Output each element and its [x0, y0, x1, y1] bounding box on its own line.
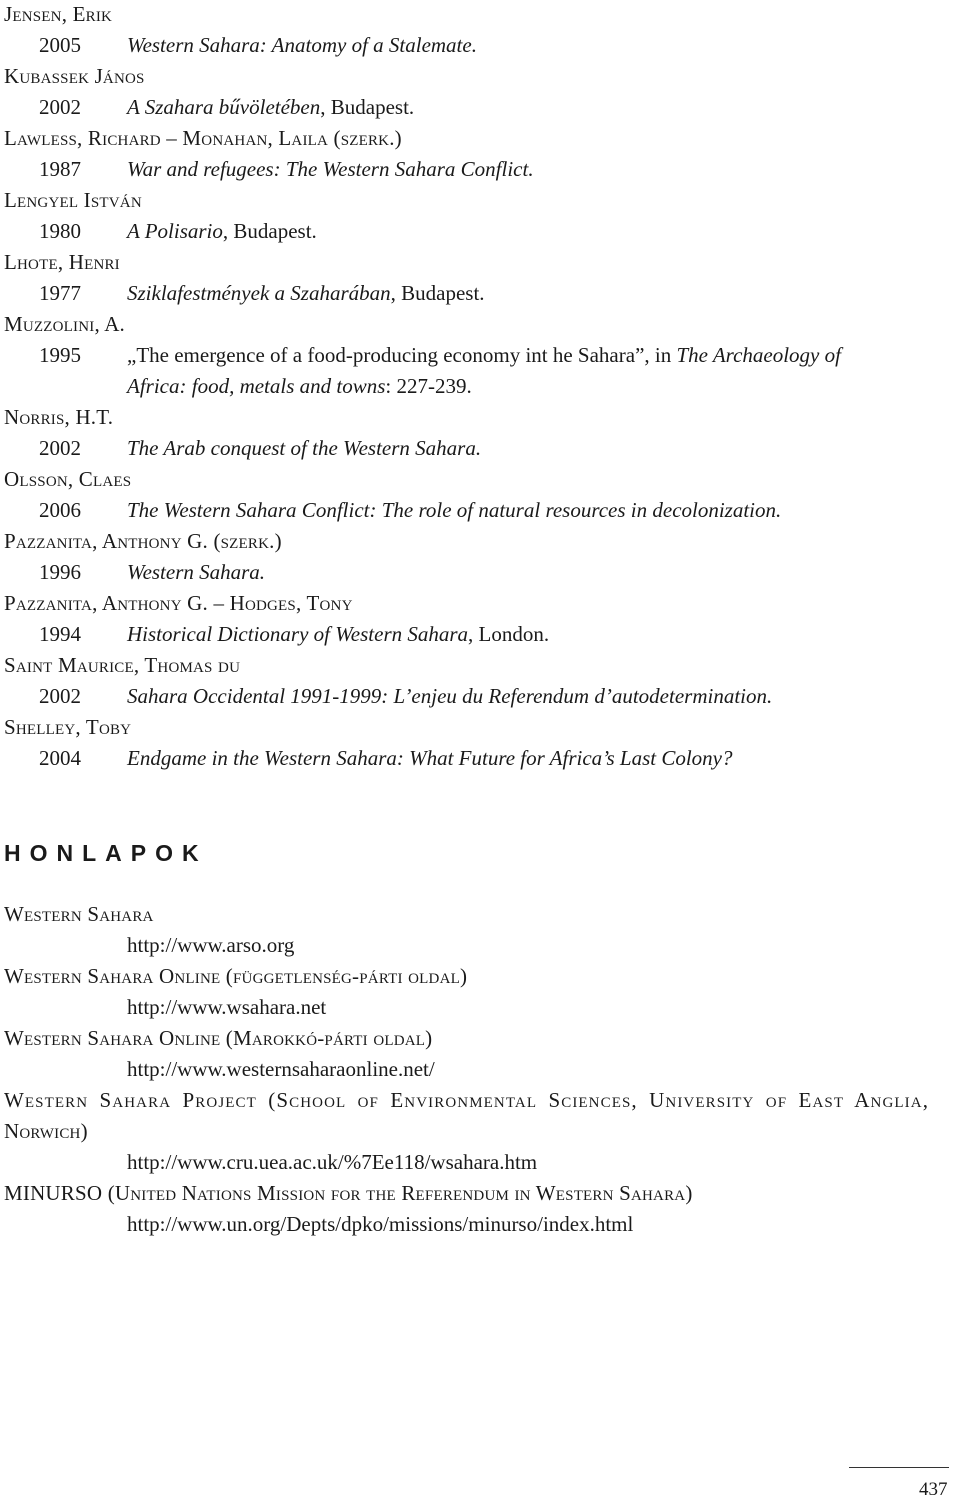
website-url[interactable]: http://www.arso.org — [127, 933, 295, 957]
ref-author: Pazzanita, Anthony G. (szerk.) — [4, 529, 282, 553]
footer-rule — [849, 1467, 949, 1468]
ref-year: 1980 — [39, 219, 81, 243]
ref-author: Lawless, Richard – Monahan, Laila (szerk.) — [4, 126, 402, 150]
ref-author: Lhote, Henri — [4, 250, 120, 274]
ref-title: The Arab conquest of the Western Sahara. — [127, 436, 482, 460]
ref-year: 2004 — [39, 746, 81, 770]
ref-author: Pazzanita, Anthony G. – Hodges, Tony — [4, 591, 353, 615]
ref-year: 1987 — [39, 157, 81, 181]
ref-title: Endgame in the Western Sahara: What Future for Africa’s Last Colony? — [127, 746, 733, 770]
ref-year: 1995 — [39, 343, 81, 367]
website-name: Western Sahara Online (függetlenség-párti oldal) — [4, 964, 468, 988]
ref-title: A Szahara bűvöletében, Budapest. — [127, 95, 415, 119]
ref-title: The Western Sahara Conflict: The role of natural resources in decolonization. — [127, 498, 782, 522]
ref-author: Kubassek János — [4, 64, 145, 88]
website-name: MINURSO (United Nations Mission for the Referendum in Western Sahara) — [4, 1181, 693, 1205]
page-number: 437 — [919, 1479, 948, 1500]
ref-year: 2002 — [39, 684, 81, 708]
ref-title: Western Sahara. — [127, 560, 266, 584]
ref-title: „The emergence of a food-producing economy int he Sahara”, in The Archaeology of — [127, 343, 841, 367]
ref-author: Norris, H.T. — [4, 405, 114, 429]
ref-title: Sahara Occidental 1991-1999: L’enjeu du Referendum d’autodetermination. — [127, 684, 773, 708]
ref-year: 1994 — [39, 622, 81, 646]
website-name-continued: Norwich) — [4, 1119, 88, 1143]
ref-year: 2005 — [39, 33, 81, 57]
ref-title: War and refugees: The Western Sahara Conflict. — [127, 157, 534, 181]
ref-year: 2002 — [39, 436, 81, 460]
ref-year: 2002 — [39, 95, 81, 119]
ref-year: 1977 — [39, 281, 81, 305]
ref-title: Western Sahara: Anatomy of a Stalemate. — [127, 33, 477, 57]
ref-year: 1996 — [39, 560, 81, 584]
ref-author: Saint Maurice, Thomas du — [4, 653, 241, 677]
ref-title-continued: Africa: food, metals and towns: 227-239. — [127, 374, 472, 398]
ref-author: Shelley, Toby — [4, 715, 132, 739]
ref-author: Lengyel István — [4, 188, 142, 212]
ref-title: A Polisario, Budapest. — [127, 219, 317, 243]
ref-author: Jensen, Erik — [4, 2, 113, 26]
section-heading: HONLAPOK — [4, 840, 208, 866]
website-name: Western Sahara — [4, 902, 154, 926]
website-url[interactable]: http://www.wsahara.net — [127, 995, 327, 1019]
website-url[interactable]: http://www.un.org/Depts/dpko/missions/minurso/index.html — [127, 1212, 634, 1236]
website-url[interactable]: http://www.cru.uea.ac.uk/%7Ee118/wsahara.htm — [127, 1150, 538, 1174]
ref-author: Muzzolini, A. — [4, 312, 126, 336]
ref-author: Olsson, Claes — [4, 467, 132, 491]
ref-year: 2006 — [39, 498, 81, 522]
website-name: Western Sahara Project (School of Environmental Sciences, University of East Anglia, — [4, 1088, 930, 1112]
ref-title: Sziklafestmények a Szaharában, Budapest. — [127, 281, 485, 305]
website-url[interactable]: http://www.westernsaharaonline.net/ — [127, 1057, 435, 1081]
website-name: Western Sahara Online (Marokkó-párti oldal) — [4, 1026, 433, 1050]
ref-title: Historical Dictionary of Western Sahara, London. — [127, 622, 550, 646]
